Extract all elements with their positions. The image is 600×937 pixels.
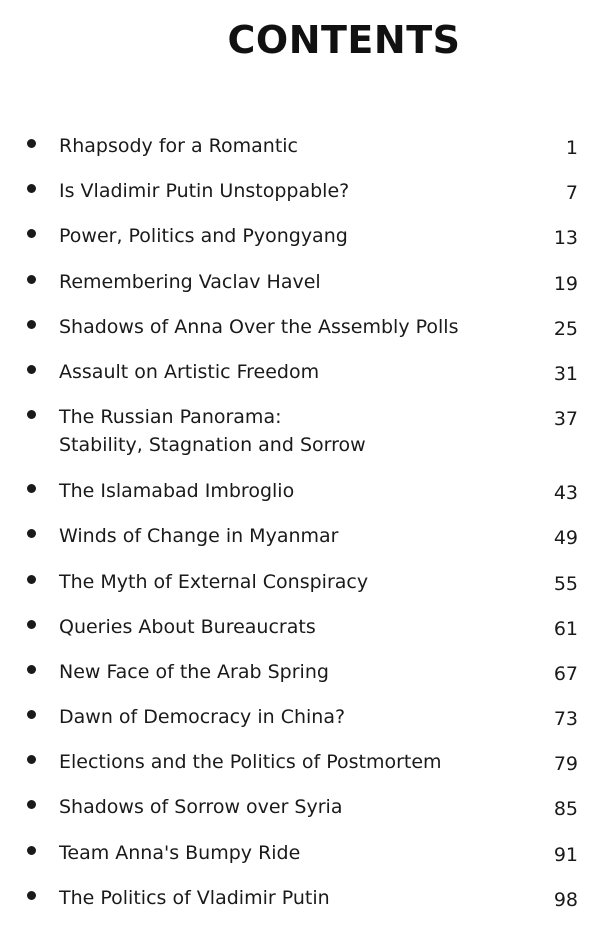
entry-title: Is Vladimir Putin Unstoppable?: [59, 180, 350, 203]
toc-entry: [0, 880, 600, 925]
toc-entry: [0, 128, 600, 173]
toc-entry: [0, 744, 600, 789]
entry-title: Shadows of Sorrow over Syria: [59, 796, 343, 819]
entry-page-number: 91: [553, 843, 578, 866]
entry-title: Power, Politics and Pyongyang: [59, 225, 348, 248]
bullet-icon: [27, 139, 36, 148]
entry-title: Queries About Bureaucrats: [59, 615, 316, 638]
entry-page-number: 79: [553, 753, 578, 776]
entry-page-number: 25: [553, 317, 578, 340]
entry-page-number: 37: [553, 408, 578, 431]
toc-entry: [0, 399, 600, 473]
toc-entry: [0, 309, 600, 354]
toc-entry: [0, 218, 600, 263]
entry-page-number: 67: [553, 662, 578, 685]
table-of-contents: [0, 128, 600, 925]
entry-title: Dawn of Democracy in China?: [59, 706, 346, 729]
bullet-icon: [27, 484, 36, 493]
entry-page-number: 31: [553, 362, 578, 385]
entry-page-number: 1: [565, 137, 578, 159]
entry-page-number: 98: [553, 888, 578, 911]
toc-entry: [0, 699, 600, 744]
bullet-icon: [27, 184, 36, 193]
toc-entry: [0, 609, 600, 654]
toc-entry: [0, 173, 600, 218]
toc-entry: [0, 518, 600, 563]
entry-page-number: 13: [553, 227, 578, 250]
entry-page-number: 49: [553, 527, 578, 550]
entry-page-number: 7: [565, 182, 578, 205]
toc-entry: [0, 354, 600, 399]
entry-title: Remembering Vaclav Havel: [59, 270, 321, 293]
bullet-icon: [27, 320, 36, 329]
entry-title: The Russian Panorama: Stability, Stagnation and Sorrow: [59, 403, 509, 459]
bullet-icon: [27, 665, 36, 674]
toc-entry: [0, 264, 600, 309]
entry-page-number: 19: [553, 272, 578, 295]
bullet-icon: [27, 365, 36, 374]
entry-page-number: 85: [553, 798, 578, 821]
entry-title: The Islamabad Imbroglio: [59, 480, 295, 503]
entry-title: Assault on Artistic Freedom: [59, 360, 320, 383]
entry-title: Elections and the Politics of Postmortem: [59, 751, 442, 774]
entry-page-number: 55: [553, 572, 578, 595]
bullet-icon: [27, 846, 36, 855]
toc-entry: [0, 564, 600, 609]
entry-title: New Face of the Arab Spring: [59, 660, 329, 683]
page-title: CONTENTS: [227, 18, 461, 62]
toc-entry: [0, 473, 600, 518]
entry-title: Shadows of Anna Over the Assembly Polls: [59, 315, 459, 338]
bullet-icon: [27, 575, 36, 584]
bullet-icon: [27, 275, 36, 284]
bullet-icon: [27, 755, 36, 764]
bullet-icon: [27, 410, 36, 419]
toc-entry: [0, 654, 600, 699]
toc-entry: [0, 835, 600, 880]
entry-title: Winds of Change in Myanmar: [59, 525, 339, 548]
entry-title: The Myth of External Conspiracy: [59, 570, 369, 593]
entry-subtitle: Stability, Stagnation and Sorrow: [59, 434, 366, 457]
bullet-icon: [27, 620, 36, 629]
entry-page-number: 61: [553, 617, 578, 640]
bullet-icon: [27, 229, 36, 238]
bullet-icon: [27, 891, 36, 900]
toc-entry: [0, 789, 600, 834]
entry-page-number: 43: [553, 482, 578, 505]
bullet-icon: [27, 800, 36, 809]
entry-page-number: 73: [553, 708, 578, 731]
entry-title: Team Anna's Bumpy Ride: [59, 841, 301, 864]
entry-title: Rhapsody for a Romantic: [59, 135, 299, 157]
bullet-icon: [27, 529, 36, 538]
bullet-icon: [27, 710, 36, 719]
entry-title: The Politics of Vladimir Putin: [59, 886, 330, 909]
